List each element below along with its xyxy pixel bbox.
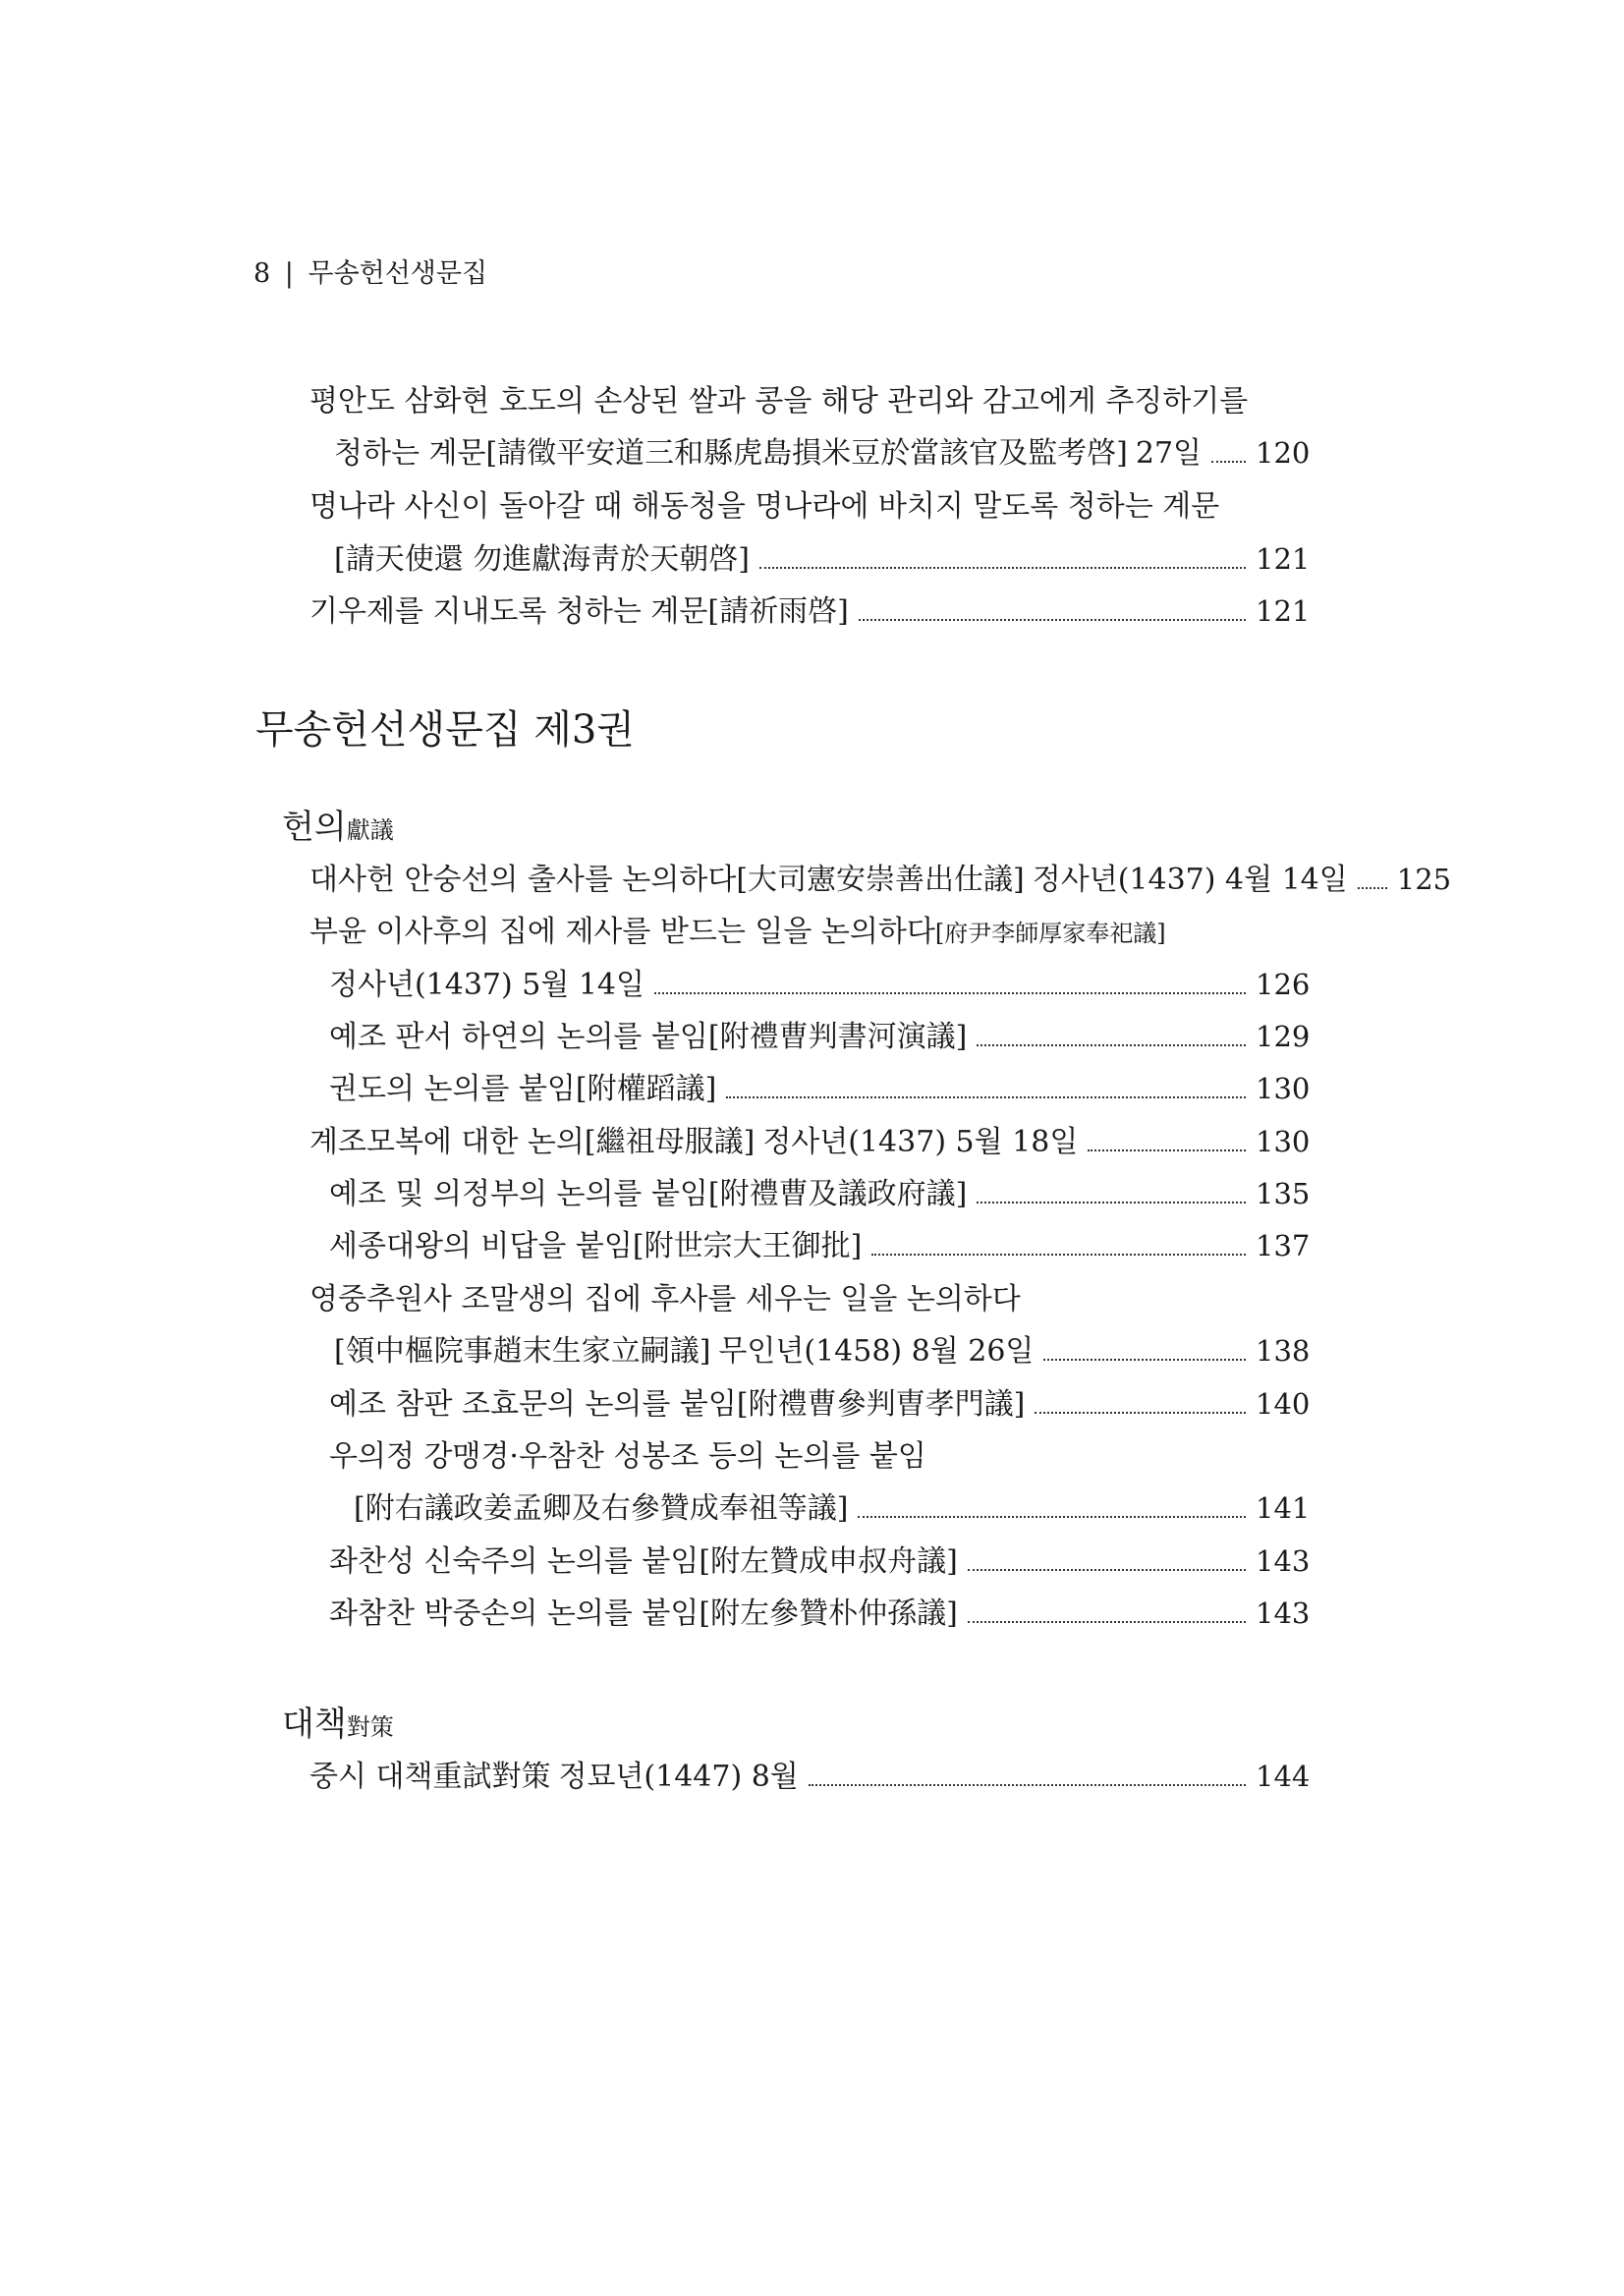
entry-text: 예조 판서 하연의 논의를 붙임: [329, 1020, 708, 1054]
page-ref: 141: [1256, 1491, 1311, 1525]
dot-leader: [1211, 461, 1246, 463]
volume-title: 무송헌선생문집 제3권: [255, 707, 635, 753]
dot-leader: [968, 1569, 1246, 1571]
toc-entry-line: 우의정 강맹경·우참찬 성봉조 등의 논의를 붙임: [329, 1439, 926, 1474]
section-hanja: 獻議: [346, 816, 394, 844]
dot-leader: [726, 1096, 1246, 1098]
page-ref: 126: [1256, 968, 1311, 1001]
page-ref: 125: [1396, 863, 1452, 896]
section-heading-heonui: [282, 800, 394, 848]
entry-hanja: [繼祖母服議]: [584, 1125, 756, 1159]
toc-entry: [354, 1484, 1311, 1527]
entry-text: 좌참찬 박중손의 논의를 붙임: [329, 1596, 700, 1631]
page-ref: 143: [1256, 1544, 1311, 1578]
entry-hanja: [領中樞院事趙末生家立嗣議]: [334, 1334, 711, 1369]
toc-entry: [329, 1589, 1311, 1632]
section-hanja: 對策: [346, 1713, 394, 1741]
entry-date: 정묘년(1447) 8월: [558, 1760, 799, 1794]
dot-leader: [977, 1044, 1246, 1046]
page-ref: 121: [1256, 542, 1311, 576]
entry-hanja: [附左贊成申叔舟議]: [699, 1544, 958, 1579]
entry-text: 예조 및 의정부의 논의를 붙임: [329, 1177, 708, 1211]
section-title: 헌의: [282, 808, 347, 847]
toc-entry: [329, 1537, 1311, 1580]
toc-entry: [329, 1064, 1311, 1107]
dot-leader: [759, 567, 1246, 569]
book-title: 무송헌선생문집: [308, 258, 488, 289]
toc-entry: [309, 1752, 1311, 1795]
toc-entry: [329, 1012, 1311, 1055]
entry-hanja: [請徵平安道三和縣虎島損米豆於當該官及監考啓]: [485, 436, 1128, 471]
entry-hanja: [附禮曹判書河演議]: [707, 1020, 968, 1054]
entry-hanja: [請祈雨啓]: [707, 594, 849, 629]
entry-hanja: [附禮曹及議政府議]: [707, 1177, 968, 1211]
page-ref: 137: [1256, 1229, 1311, 1262]
page-ref: 130: [1256, 1125, 1311, 1158]
entry-date: 정사년(1437) 5월 18일: [762, 1125, 1079, 1159]
dot-leader: [968, 1621, 1246, 1623]
toc-entry: [334, 1326, 1311, 1370]
dot-leader: [1043, 1359, 1246, 1361]
toc-entry: [309, 855, 1452, 898]
entry-text: 대사헌 안숭선의 출사를 논의하다: [309, 863, 737, 897]
entry-hanja: [附右議政姜孟卿及右參贊成奉祖等議]: [354, 1491, 849, 1526]
toc-entry: [334, 428, 1311, 472]
entry-hanja: [府尹李師厚家奉祀議]: [934, 920, 1166, 947]
entry-text: 예조 참판 조효문의 논의를 붙임: [329, 1387, 737, 1422]
dot-leader: [654, 992, 1246, 994]
entry-text: 좌찬성 신숙주의 논의를 붙임: [329, 1544, 700, 1579]
entry-text: 계조모복에 대한 논의: [309, 1125, 585, 1159]
toc-entry: [329, 1221, 1311, 1264]
entry-hanja: [附權蹈議]: [575, 1072, 717, 1106]
page-ref: 143: [1256, 1596, 1311, 1630]
page-ref: 140: [1256, 1387, 1311, 1421]
dot-leader: [809, 1784, 1246, 1786]
page-number: 8: [253, 258, 271, 289]
running-header: [253, 252, 487, 290]
entry-hanja: [附世宗大王御批]: [632, 1229, 863, 1263]
dot-leader: [1035, 1412, 1246, 1414]
entry-hanja: [附禮曹參判曺孝門議]: [736, 1387, 1026, 1422]
entry-text: 세종대왕의 비답을 붙임: [329, 1229, 633, 1263]
entry-hanja: [附左參贊朴仲孫議]: [699, 1596, 958, 1631]
entry-hanja: [大司憲安崇善出仕議]: [736, 863, 1025, 897]
entry-text: 권도의 논의를 붙임: [329, 1072, 576, 1106]
toc-entry-line: 평안도 삼화현 호도의 손상된 쌀과 콩을 해당 관리와 감고에게 추징하기를: [309, 384, 1249, 419]
page-ref: 138: [1256, 1334, 1311, 1368]
toc-entry-line: [309, 907, 1166, 950]
page-ref: 130: [1256, 1072, 1311, 1105]
page-ref: 129: [1256, 1020, 1311, 1053]
section-title: 대책: [282, 1705, 347, 1744]
entry-date: 정사년(1437) 4월 14일: [1032, 863, 1348, 897]
entry-text: 부윤 이사후의 집에 제사를 받드는 일을 논의하다: [309, 915, 935, 949]
toc-entry: [329, 960, 1311, 1003]
dot-leader: [1358, 887, 1387, 889]
toc-entry: [334, 534, 1311, 578]
dot-leader: [871, 1254, 1246, 1256]
toc-entry: [309, 1117, 1311, 1160]
entry-hanja: [請天使還 勿進獻海靑於天朝啓]: [334, 542, 750, 577]
entry-date: 27일: [1135, 436, 1203, 471]
toc-entry-line: 명나라 사신이 돌아갈 때 해동청을 명나라에 바치지 말도록 청하는 계문: [309, 489, 1220, 524]
toc-entry: [329, 1379, 1311, 1423]
dot-leader: [1088, 1149, 1246, 1151]
page-ref: 121: [1256, 594, 1311, 628]
entry-text: 기우제를 지내도록 청하는 계문: [309, 594, 708, 629]
toc-entry: [309, 587, 1311, 630]
toc-entry-line: 영중추원사 조말생의 집에 후사를 세우는 일을 논의하다: [309, 1282, 1021, 1316]
toc-entry: [329, 1169, 1311, 1212]
dot-leader: [859, 619, 1246, 621]
entry-date: 무인년(1458) 8월 26일: [718, 1334, 1035, 1369]
dot-leader: [977, 1202, 1246, 1204]
header-separator: |: [284, 258, 294, 289]
section-heading-daechaek: [282, 1697, 394, 1745]
entry-text: 중시 대책: [309, 1760, 433, 1794]
entry-text: 청하는 계문: [334, 436, 486, 471]
page-ref: 120: [1256, 436, 1311, 470]
page-ref: 144: [1256, 1760, 1311, 1793]
entry-date: 정사년(1437) 5월 14일: [329, 968, 644, 1002]
dot-leader: [858, 1516, 1246, 1518]
page-ref: 135: [1256, 1177, 1311, 1210]
entry-hanja: 重試對策: [432, 1760, 551, 1794]
